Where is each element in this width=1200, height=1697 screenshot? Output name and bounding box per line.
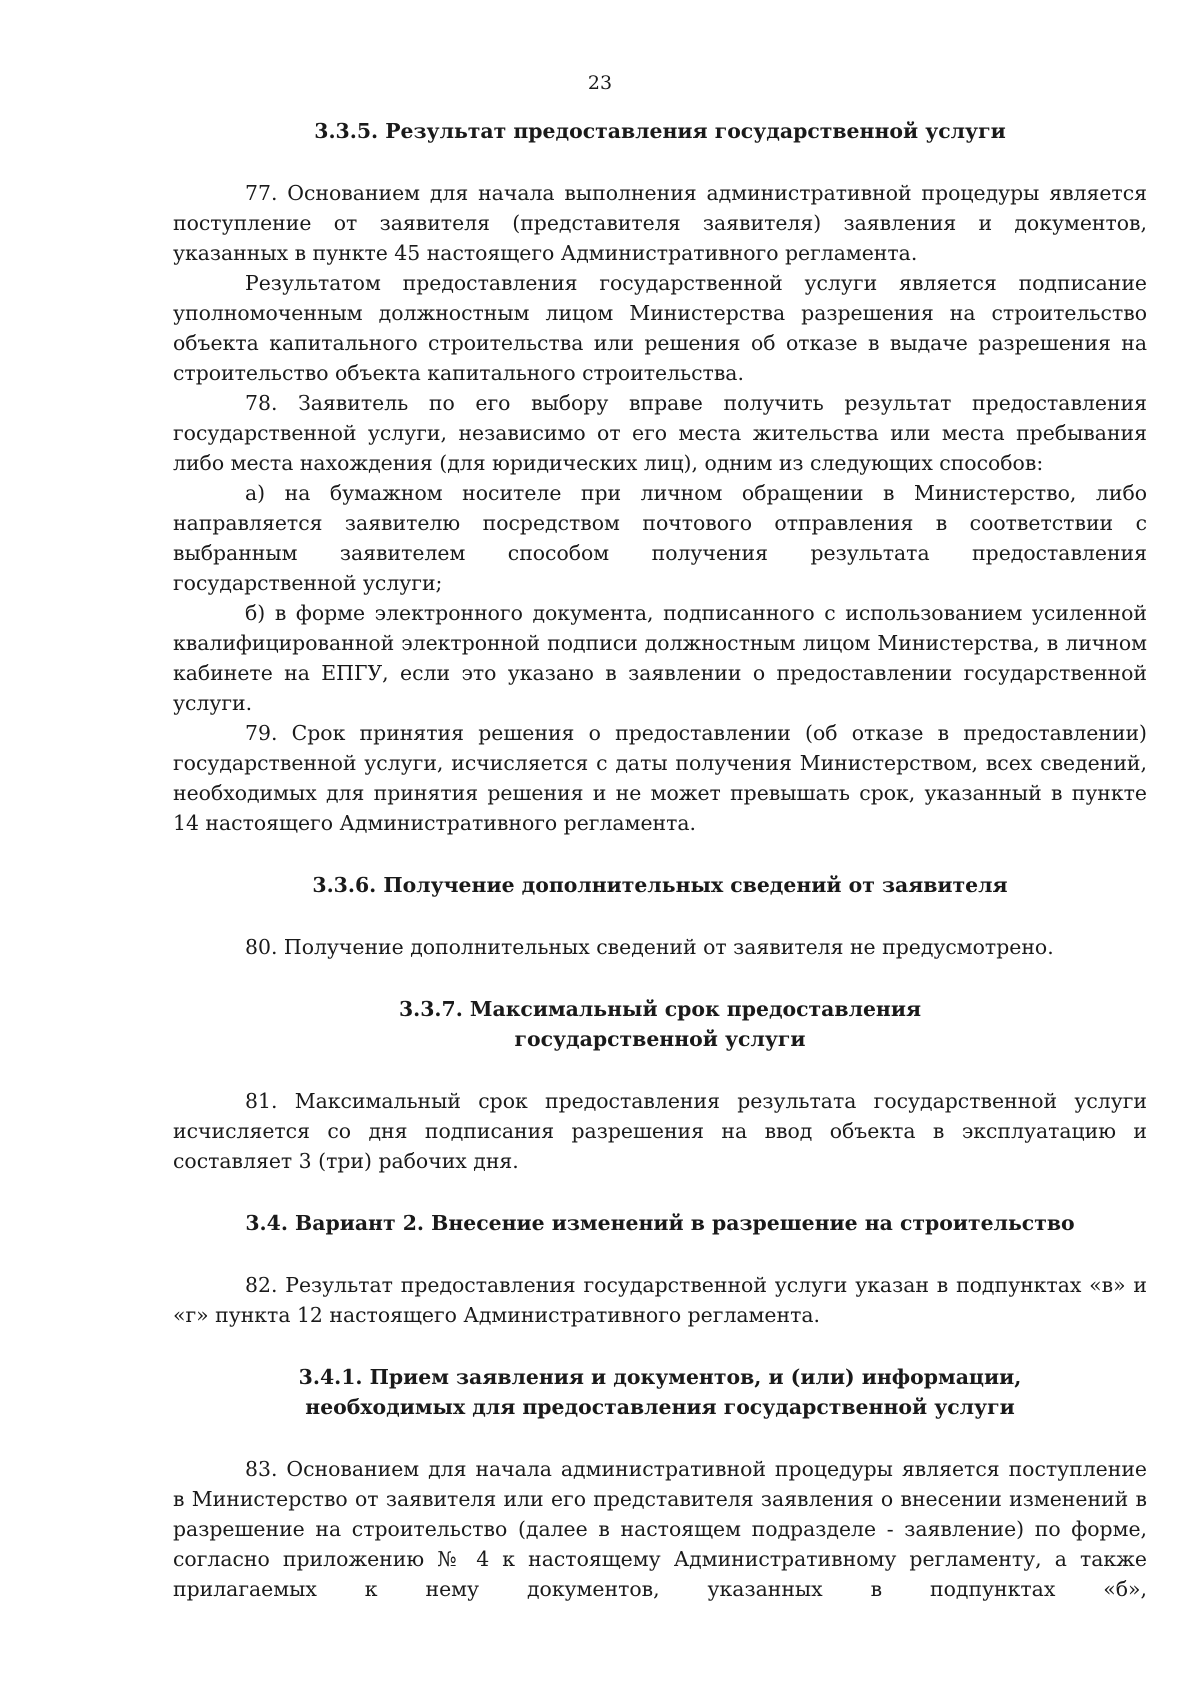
paragraph-80: 80. Получение дополнительных сведений от заявителя не предусмотрено. bbox=[245, 935, 1054, 959]
section-heading-3-4: 3.4. Вариант 2. Внесение изменений в разрешение на строительство bbox=[245, 1211, 1075, 1235]
paragraph-result: Результатом предоставления государственной услуги является подписание уполномоченным должностным лицом Министерства разрешения на строительство объекта капитального строительства или решения об отказе в выдаче разрешения на строительство объекта капитального строительства. bbox=[173, 271, 1147, 385]
paragraph-82: 82. Результат предоставления государственной услуги указан в подпунктах «в» и «г» пункта 12 настоящего Административного регламента. bbox=[173, 1273, 1147, 1327]
paragraph-78-b: б) в форме электронного документа, подписанного с использованием усиленной квалифицированной электронной подписи должностным лицом Министерства, в личном кабинете на ЕПГУ, если это указано в заявлении о предоставлении государственной услуги. bbox=[173, 601, 1147, 715]
paragraph-83: 83. Основанием для начала административной процедуры является поступление в Министерство от заявителя или его представителя заявления о внесении изменений в разрешение на строительство (далее в настоящем подразделе - заявление) по форме, согласно приложению № 4 к настоящему Административному регламенту, а также прилагаемых к нему документов, указанных в подпунктах «б», bbox=[173, 1457, 1147, 1601]
section-heading-3-3-6: 3.3.6. Получение дополнительных сведений от заявителя bbox=[312, 873, 1008, 897]
section-heading-3-4-1: 3.4.1. Прием заявления и документов, и (или) информации, необходимых для предоставления государственной услуги bbox=[298, 1365, 1022, 1419]
paragraph-79: 79. Срок принятия решения о предоставлении (об отказе в предоставлении) государственной услуги, исчисляется с даты получения Министерством, всех сведений, необходимых для принятия решения и не может превышать срок, указанный в пункте 14 настоящего Административного регламента. bbox=[173, 721, 1147, 835]
page-content bbox=[173, 116, 1147, 1604]
section-heading-3-3-7: 3.3.7. Максимальный срок предоставления государственной услуги bbox=[398, 997, 922, 1051]
page-number: 23 bbox=[587, 72, 613, 94]
paragraph-78-a: а) на бумажном носителе при личном обращении в Министерство, либо направляется заявителю посредством почтового отправления в соответствии с выбранным заявителем способом получения результата предоставления государственной услуги; bbox=[173, 481, 1147, 595]
section-heading-3-3-5: 3.3.5. Результат предоставления государственной услуги bbox=[314, 119, 1006, 143]
paragraph-78: 78. Заявитель по его выбору вправе получить результат предоставления государственной услуги, независимо от его места жительства или места пребывания либо места нахождения (для юридических лиц), одним из следующих способов: bbox=[173, 391, 1147, 475]
paragraph-77: 77. Основанием для начала выполнения административной процедуры является поступление от заявителя (представителя заявителя) заявления и документов, указанных в пункте 45 настоящего Административного регламента. bbox=[173, 181, 1147, 265]
paragraph-81: 81. Максимальный срок предоставления результата государственной услуги исчисляется со дня подписания разрешения на ввод объекта в эксплуатацию и составляет 3 (три) рабочих дня. bbox=[173, 1089, 1147, 1173]
